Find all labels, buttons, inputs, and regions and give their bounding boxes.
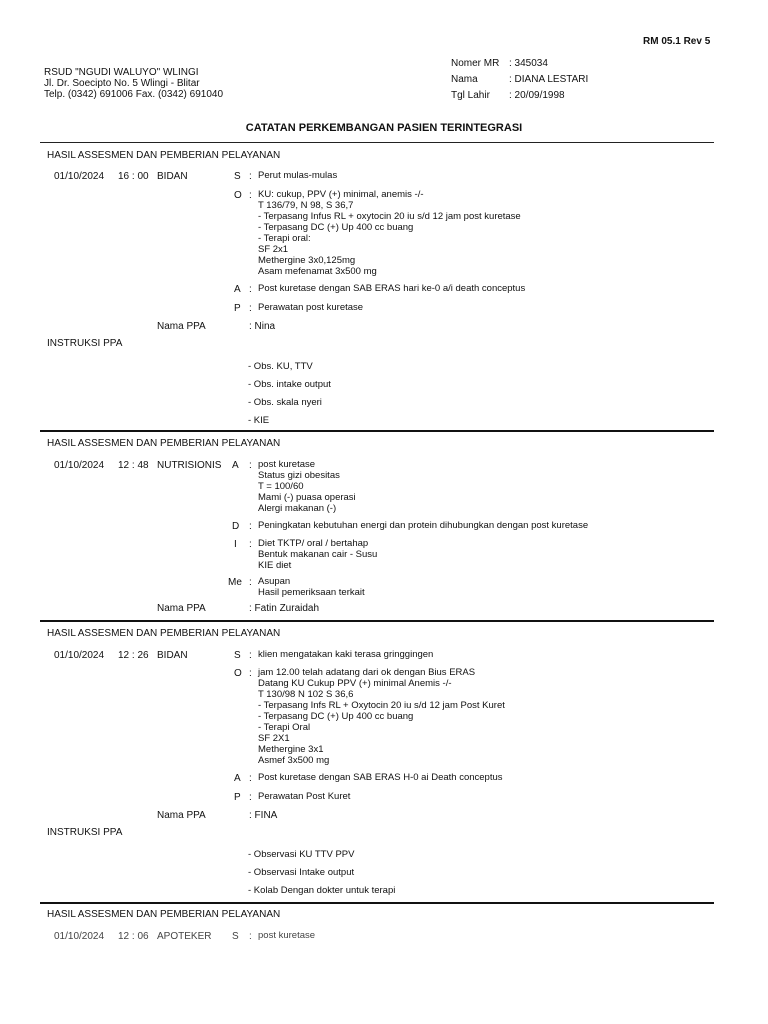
soap-code-p: P [234,792,241,803]
entry-date: 01/10/2024 [54,171,105,182]
soap-o-line: jam 12.00 telah adatang dari ok dengan Bius ERAS [258,667,476,678]
adime-a-line: Mami (-) puasa operasi [258,492,356,503]
entry-date: 01/10/2024 [54,460,105,471]
entry-role: BIDAN [157,171,188,182]
nama-ppa-value: : Nina [249,321,276,332]
mr-value: : 345034 [509,58,548,69]
soap-code-s: S [234,650,241,661]
soap-colon: : [249,190,252,201]
soap-o-line: - Terpasang Infs RL + Oxytocin 20 iu s/d 12 jam Post Kuret [258,700,505,711]
soap-o-line: Methergine 3x1 [258,744,324,755]
instruksi-ppa-heading: INSTRUKSI PPA [47,827,123,838]
soap-colon: : [249,539,252,550]
soap-colon: : [249,773,252,784]
adime-me-line: Hasil pemeriksaan terkait [258,587,365,598]
soap-s-text: klien mengatakan kaki terasa gringgingen [258,649,434,660]
soap-colon: : [249,284,252,295]
soap-o-line: Asmef 3x500 mg [258,755,330,766]
soap-code-a: A [234,284,241,295]
soap-colon: : [249,303,252,314]
soap-colon: : [249,931,252,942]
instruction-item: - Observasi KU TTV PPV [248,849,355,860]
dob-label: Tgl Lahir [451,90,490,101]
adime-code-me: Me [228,577,242,588]
instruction-item: - Obs. skala nyeri [248,397,322,408]
instruction-item: - Obs. intake output [248,379,331,390]
adime-i-line: Bentuk makanan cair - Susu [258,549,378,560]
instruction-item: - KIE [248,415,270,426]
soap-o-line: - Terpasang Infus RL + oxytocin 20 iu s/d 12 jam post kuretase [258,211,521,222]
soap-code-s: S [234,171,241,182]
entry-time: 16 : 00 [118,171,149,182]
adime-a-line: T = 100/60 [258,481,304,492]
soap-a-text: Post kuretase dengan SAB ERAS hari ke-0 a/i death conceptus [258,283,526,294]
soap-colon: : [249,792,252,803]
soap-colon: : [249,460,252,471]
entry-time: 12 : 26 [118,650,149,661]
name-value: : DIANA LESTARI [509,74,589,85]
nama-ppa-value: : FINA [249,810,278,821]
instruction-item: - Kolab Dengan dokter untuk terapi [248,885,396,896]
soap-code-o: O [234,190,242,201]
section-title: HASIL ASSESMEN DAN PEMBERIAN PELAYANAN [47,438,281,449]
section-title: HASIL ASSESMEN DAN PEMBERIAN PELAYANAN [47,628,281,639]
adime-i-line: Diet TKTP/ oral / bertahap [258,538,369,549]
soap-o-line: - Terpasang DC (+) Up 400 cc buang [258,711,414,722]
entry-role: APOTEKER [157,931,212,942]
hospital-phone: Telp. (0342) 691006 Fax. (0342) 691040 [44,89,224,100]
soap-o-line: T 130/98 N 102 S 36,6 [258,689,354,700]
soap-code-p: P [234,303,241,314]
adime-code-d: D [232,521,240,532]
soap-o-line: SF 2x1 [258,244,289,255]
soap-o-line: Methergine 3x0,125mg [258,255,356,266]
hospital-address: Jl. Dr. Soecipto No. 5 Wlingi - Blitar [44,78,200,89]
soap-colon: : [249,668,252,679]
mr-label: Nomer MR [451,58,500,69]
soap-s-text: Perut mulas-mulas [258,170,338,181]
soap-o-line: - Terapi Oral [258,722,311,733]
nama-ppa-label: Nama PPA [157,321,206,332]
page-title: CATATAN PERKEMBANGAN PASIEN TERINTEGRASI [245,122,523,134]
soap-p-text: Perawatan Post Kuret [258,791,351,802]
adime-a-line: post kuretase [258,459,316,470]
entry-date: 01/10/2024 [54,650,105,661]
nama-ppa-label: Nama PPA [157,810,206,821]
soap-o-line: Asam mefenamat 3x500 mg [258,266,377,277]
instruction-item: - Obs. KU, TTV [248,361,313,372]
adime-me-line: Asupan [258,576,291,587]
adime-code-i: I [234,539,237,550]
soap-o-line: KU: cukup, PPV (+) minimal, anemis -/- [258,189,424,200]
section-divider [40,620,714,622]
nama-ppa-label: Nama PPA [157,603,206,614]
section-divider [40,430,714,432]
soap-a-text: Post kuretase dengan SAB ERAS H-0 ai Death conceptus [258,772,503,783]
section-divider [40,902,714,904]
entry-role: BIDAN [157,650,188,661]
adime-a-line: Status gizi obesitas [258,470,340,481]
soap-colon: : [249,521,252,532]
instruksi-ppa-heading: INSTRUKSI PPA [47,338,123,349]
nama-ppa-value: : Fatin Zuraidah [249,603,320,614]
soap-colon: : [249,577,252,588]
entry-time: 12 : 48 [118,460,149,471]
adime-d-text: Peningkatan kebutuhan energi dan protein dihubungkan dengan post kuretase [258,520,589,531]
soap-code-a: A [234,773,241,784]
soap-o-line: - Terapi oral: [258,233,311,244]
soap-colon: : [249,650,252,661]
entry-date: 01/10/2024 [54,931,105,942]
section-title: HASIL ASSESMEN DAN PEMBERIAN PELAYANAN [47,150,281,161]
soap-o-line: SF 2X1 [258,733,290,744]
soap-p-text: Perawatan post kuretase [258,302,364,313]
soap-code-s: S [232,931,239,942]
soap-o-line: Datang KU Cukup PPV (+) minimal Anemis -/- [258,678,452,689]
name-label: Nama [451,74,478,85]
adime-a-line: Alergi makanan (-) [258,503,337,514]
soap-o-line: - Terpasang DC (+) Up 400 cc buang [258,222,414,233]
hospital-name: RSUD "NGUDI WALUYO" WLINGI [44,67,199,78]
soap-s-text: post kuretase [258,930,316,941]
soap-code-o: O [234,668,242,679]
divider [40,142,714,143]
entry-role: NUTRISIONIS [157,460,222,471]
instruction-item: - Observasi Intake output [248,867,355,878]
adime-i-line: KIE diet [258,560,292,571]
entry-time: 12 : 06 [118,931,149,942]
section-title: HASIL ASSESMEN DAN PEMBERIAN PELAYANAN [47,909,281,920]
form-code: RM 05.1 Rev 5 [643,36,711,47]
dob-value: : 20/09/1998 [509,90,565,101]
soap-o-line: T 136/79, N 98, S 36,7 [258,200,354,211]
soap-colon: : [249,171,252,182]
adime-code-a: A [232,460,239,471]
